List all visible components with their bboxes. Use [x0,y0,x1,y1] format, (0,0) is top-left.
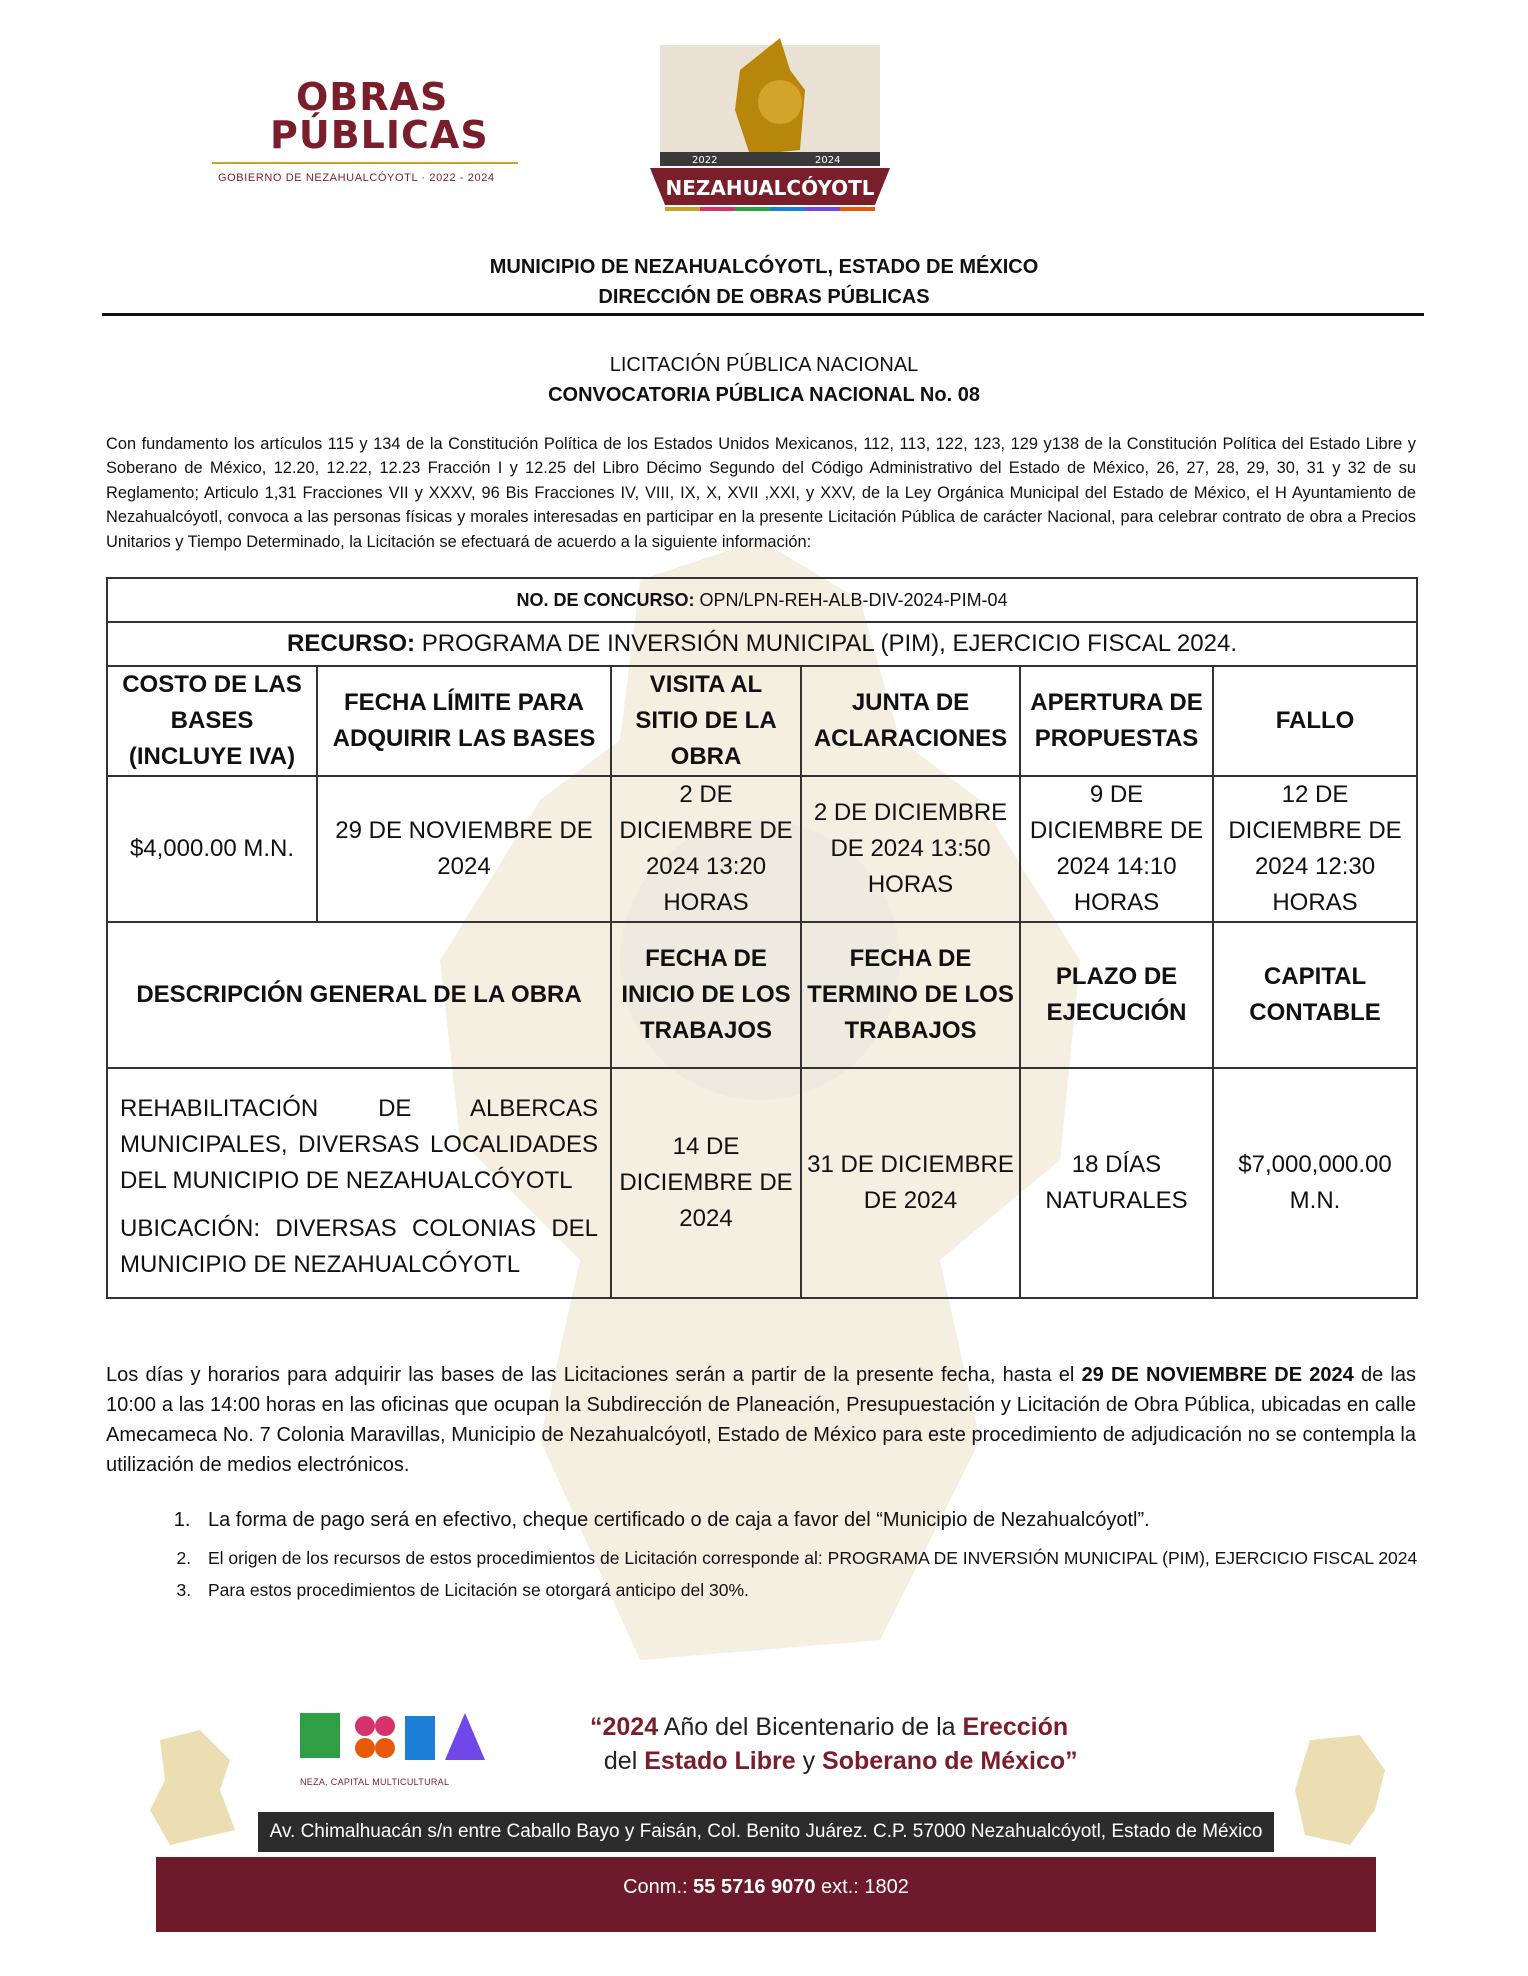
value-row-1 [107,776,1417,922]
recurso-label: RECURSO: [287,630,416,657]
header-row-1 [107,666,1417,776]
para-deadline: 29 DE NOVIEMBRE DE 2024 [1081,1364,1354,1386]
value-cell: 31 DE DICIEMBRE DE 2024 [801,1068,1020,1298]
nezahualcoyotl-logo [630,30,910,230]
motto-year: 2024 [602,1713,659,1741]
work-location: UBICACIÓN: DIVERSAS COLONIAS DEL MUNICIPIO DE NEZAHUALCÓYOTL [120,1215,598,1278]
header-cell: JUNTA DE ACLARACIONES [801,666,1020,776]
para-text-2: de las 10:00 a las 14:00 horas en las oficinas que ocupan la Subdirección de Planeación, Presupuestación y Licitación de Obra Pública, ubicadas en calle Amecameca No. 7 Colonia Maravillas, Municipio de Nezahualcóyotl, Estado de México para este procedimiento de adjudicación no se contempla la utilización de medios electrónicos. [106,1364,1416,1476]
value-row-2 [107,1068,1417,1298]
header-row-2 [107,922,1417,1068]
header-cell: VISITA AL SITIO DE LA OBRA [611,666,801,776]
schedule-paragraph [106,1360,1416,1480]
concurso-label: NO. DE CONCURSO: [516,589,695,610]
header-cell: COSTO DE LAS BASES (INCLUYE IVA) [107,666,317,776]
aztec-glyph-icon [1290,1730,1390,1850]
concurso-value: OPN/LPN-REH-ALB-DIV-2024-PIM-04 [699,589,1008,610]
obras-publicas-logo [212,75,522,184]
list-item: 3. Para estos procedimientos de Licitación se otorgará anticipo del 30%. [196,1575,1506,1605]
phone-label: Conm.: [623,1876,688,1898]
header-institution [100,252,1428,312]
header-cell: FECHA LÍMITE PARA ADQUIRIR LAS BASES [317,666,611,776]
recurso-row [107,622,1417,666]
neza-logo-caption: NEZA, CAPITAL MULTICULTURAL [300,1777,450,1787]
neza-multicultural-logo [300,1708,500,1787]
value-cell: 18 DÍAS NATURALES [1020,1068,1213,1298]
logo-line2: PÚBLICAS [270,113,489,157]
header-cell: CAPITAL CONTABLE [1213,922,1417,1068]
municipio-heading: MUNICIPIO DE NEZAHUALCÓYOTL, ESTADO DE MÉXICO [489,256,1039,278]
logo-year-right: 2024 [815,155,841,166]
value-cell: 2 DE DICIEMBRE DE 2024 13:20 HORAS [611,776,801,922]
phone-line [156,1872,1376,1902]
concurso-row [107,578,1417,622]
work-description: REHABILITACIÓN DE ALBERCAS MUNICIPALES, DIVERSAS LOCALIDADES DEL MUNICIPIO DE NEZAHUALCÓYOTL [120,1095,598,1194]
phone-number: 55 5716 9070 [693,1876,816,1898]
logo-gov-caption: GOBIERNO DE NEZAHUALCÓYOTL · 2022 - 2024 [212,162,518,184]
header-cell: FECHA DE TERMINO DE LOS TRABAJOS [801,922,1020,1068]
description-cell [107,1068,611,1298]
value-cell: 2 DE DICIEMBRE DE 2024 13:50 HORAS [801,776,1020,922]
value-cell: $7,000,000.00 M.N. [1213,1068,1417,1298]
conditions-list [106,1505,1506,1607]
bid-table [106,577,1418,1299]
intro-paragraph: Con fundamento los artículos 115 y 134 de la Constitución Política de los Estados Unidos Mexicanos, 112, 113, 122, 123, 129 y138 de la Constitución Política del Estado Libre y Soberano de México, 12.20, 12.22, 12.23 Fracción I y 12.25 del Libro Décimo Segundo del Código Administrativo del Estado de México, 26, 27, 28, 29, 30, 31 y 32 de su Reglamento; Articulo 1,31 Fracciones VII y XXXV, 96 Bis Fracciones IV, VIII, IX, X, XVII ,XXI, y XXV, de la Ley Orgánica Municipal del Estado de México, el H Ayuntamiento de Nezahualcóyotl, convoca a las personas físicas y morales interesadas en participar en la presente Licitación Pública de carácter Nacional, para celebrar contrato de obra a Precios Unitarios y Tiempo Determinado, la Licitación se efectuará de acuerdo a la siguiente información: [106,435,1416,551]
neza-logo-mark [300,1708,490,1768]
logo-neza-text: NEZAHUALCÓYOTL [665,176,875,200]
recurso-value: PROGRAMA DE INVERSIÓN MUNICIPAL (PIM), EJERCICIO FISCAL 2024. [421,630,1237,657]
convocatoria-title: CONVOCATORIA PÚBLICA NACIONAL No. 08 [548,384,980,406]
list-item: 1. La forma de pago será en efectivo, cheque certificado o de caja a favor del “Municipio de Nezahualcóyotl”. [196,1505,1506,1535]
list-item: 2. El origen de los recursos de estos procedimientos de Licitación corresponde al: PROGRAMA DE INVERSIÓN MUNICIPAL (PIM), EJERCICIO FISCAL 2024 [196,1543,1506,1573]
header-cell: FALLO [1213,666,1417,776]
value-cell: $4,000.00 M.N. [107,776,317,922]
logo-line1: OBRAS [296,75,449,119]
value-cell: 29 DE NOVIEMBRE DE 2024 [317,776,611,922]
direccion-heading: DIRECCIÓN DE OBRAS PÚBLICAS [598,286,930,308]
concurso-cell [107,578,1417,622]
value-cell: 14 DE DICIEMBRE DE 2024 [611,1068,801,1298]
recurso-cell [107,622,1417,666]
phone-ext: ext.: 1802 [821,1876,909,1898]
logo-year-left: 2022 [692,155,718,166]
motto-text: “2024 Año del Bicentenario de la Erección del Estado Libre y Soberano de México” [590,1713,1078,1775]
value-cell: 9 DE DICIEMBRE DE 2024 14:10 HORAS [1020,776,1213,922]
value-cell: 12 DE DICIEMBRE DE 2024 12:30 HORAS [1213,776,1417,922]
header-cell: DESCRIPCIÓN GENERAL DE LA OBRA [107,922,611,1068]
header-cell: FECHA DE INICIO DE LOS TRABAJOS [611,922,801,1068]
licitacion-title: LICITACIÓN PÚBLICA NACIONAL [609,354,919,376]
address-bar: Av. Chimalhuacán s/n entre Caballo Bayo y Faisán, Col. Benito Juárez. C.P. 57000 Nezahualcóyotl, Estado de México [258,1812,1274,1852]
aztec-coyote-icon [140,1730,240,1850]
header-cell: APERTURA DE PROPUESTAS [1020,666,1213,776]
header-cell: PLAZO DE EJECUCIÓN [1020,922,1213,1068]
header-divider [102,313,1424,316]
para-text-1: Los días y horarios para adquirir las bases de las Licitaciones serán a partir de la presente fecha, hasta el [106,1364,1082,1386]
